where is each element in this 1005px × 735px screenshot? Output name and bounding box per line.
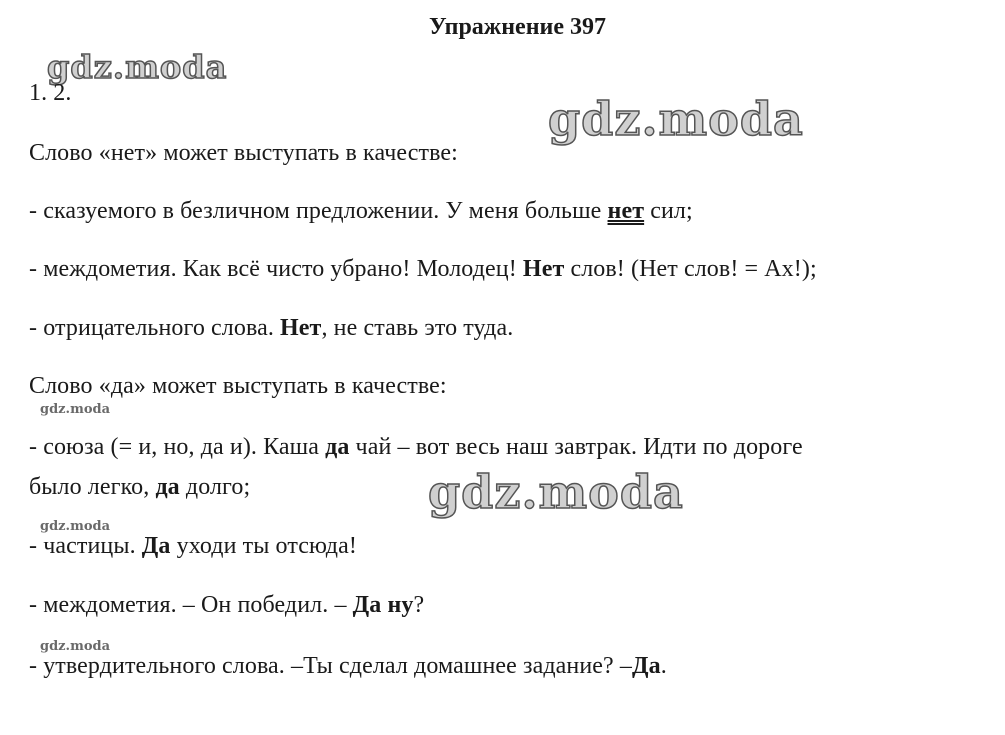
watermark-small: gdz.moda xyxy=(40,402,111,417)
keyword: Да xyxy=(631,653,661,679)
da-item-conjunction-cont xyxy=(29,474,250,501)
watermark-small: gdz.moda xyxy=(40,639,111,654)
keyword: да xyxy=(325,434,350,460)
net-item-interjection xyxy=(29,256,817,283)
keyword: Нет xyxy=(522,256,565,282)
text: - утвердительного слова. –Ты сделал домашнее задание? – xyxy=(29,653,632,679)
watermark-small: gdz.moda xyxy=(40,519,111,534)
answer-numbers: 1. 2. xyxy=(29,80,72,106)
da-item-interjection xyxy=(29,592,424,619)
text: чай – вот весь наш завтрак. Идти по дороге xyxy=(349,434,803,460)
text: . xyxy=(660,653,667,679)
text: было легко, xyxy=(29,474,156,500)
text: - союза (= и, но, да и). Каша xyxy=(29,434,326,460)
text: уходи ты отсюда! xyxy=(170,533,357,559)
da-item-affirmative xyxy=(29,653,667,680)
da-item-conjunction xyxy=(29,434,803,461)
watermark-logo: gdz.moda xyxy=(428,465,684,519)
text: , не ставь это туда. xyxy=(321,315,514,341)
text: - междометия. – Он победил. – xyxy=(29,592,353,618)
watermark-logo: gdz.moda xyxy=(548,92,804,146)
text: ? xyxy=(413,592,425,618)
keyword: Нет xyxy=(280,315,322,341)
watermark-logo: gdz.moda xyxy=(47,48,228,86)
text: сил; xyxy=(644,198,693,224)
net-item-predicate xyxy=(29,198,693,225)
text: - сказуемого в безличном предложении. У меня больше xyxy=(29,198,608,224)
text: - междометия. Как всё чисто убрано! Молодец! xyxy=(29,256,523,282)
net-item-negative xyxy=(29,315,513,342)
text: слов! (Нет слов! = Ах!); xyxy=(564,256,817,282)
keyword: нет xyxy=(607,198,645,224)
keyword: Да ну xyxy=(352,592,414,618)
keyword: Да xyxy=(141,533,171,559)
da-item-particle xyxy=(29,533,357,560)
text: долго; xyxy=(179,474,251,500)
text: - отрицательного слова. xyxy=(29,315,281,341)
da-intro: Слово «да» может выступать в качестве: xyxy=(29,373,447,399)
keyword: да xyxy=(155,474,180,500)
net-intro: Слово «нет» может выступать в качестве: xyxy=(29,140,458,166)
exercise-title: Упражнение 397 xyxy=(428,14,606,40)
text: - частицы. xyxy=(29,533,142,559)
